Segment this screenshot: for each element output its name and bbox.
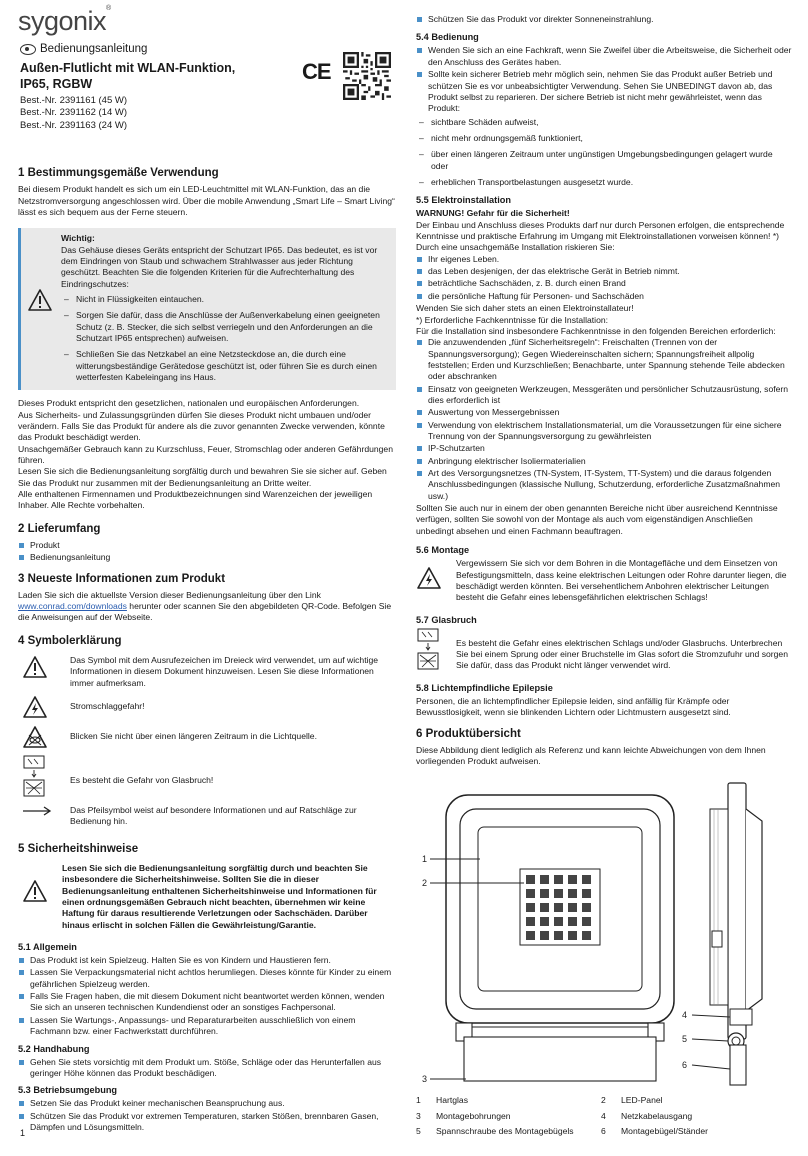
callout-number: 6: [682, 1060, 688, 1071]
warning-text: Das Gehäuse dieses Geräts entspricht der Schutzart IP65. Das bedeutet, es ist vor dem Eindringen von Staub und schwachem Strahlwasser aus jeder Richtung geschützt. Beachten Sie die folgenden Kriterien für die Aufrechterhaltung des Eindringschutzes:: [61, 244, 378, 289]
paragraph: Für die Installation sind insbesondere Fachkenntnisse in den folgenden Bereichen erforderlich:: [416, 325, 776, 336]
section-2-heading: 2 Lieferumfang: [18, 522, 101, 535]
list-item: Bedienungsanleitung: [18, 552, 396, 563]
legend-number: 6: [601, 1126, 606, 1137]
section-5-1-heading: 5.1 Allgemein: [18, 941, 77, 952]
section-5-4-heading: 5.4 Bedienung: [416, 32, 479, 43]
paragraph: Durch eine unsachgemäße Installation riskieren Sie:: [416, 242, 615, 253]
product-diagram: [416, 769, 792, 1087]
safety-intro: [18, 863, 396, 933]
list-item: die persönliche Haftung für Personen- und Sachschäden: [416, 291, 792, 302]
glass-breakage-icon: [416, 628, 442, 672]
section-5-heading: 5 Sicherheitshinweise: [18, 842, 139, 855]
safety-intro-text: Lesen Sie sich die Bedienungsanleitung sorgfältig durch und beachten Sie insbesondere die Sicherheitshinweise. Sollten Sie die in dieser Bedienungsanleitung enthaltenen Sicherheitshinweise und Informationen für einen ordnungsgemäßen Gebrauch nicht beachten, übernehmen wir keine Haftung für daraus resultierende Verletzungen oder Sachschäden. Darüber hinaus erlischt in solchen Fällen die Gewährleistung/Garantie.: [62, 862, 377, 930]
s1-paragraph: Unsachgemäßer Gebrauch kann zu Kurzschluss, Feuer, Stromschlag oder anderen Gefährdungen führen.: [18, 443, 393, 466]
legend-label: Netzkabelausgang: [621, 1110, 693, 1121]
warning-icon: [22, 879, 48, 903]
no-stare-light-icon: [22, 725, 48, 749]
warning-box: [18, 228, 396, 390]
exclamation-triangle-icon: [22, 655, 48, 679]
s1-paragraph: Lesen Sie sich die Bedienungsanleitung sorgfältig durch und bewahren Sie sie sicher auf. Geben Sie das Produkt nur zusammen mit der Bedienungsanleitung an Dritte weiter.: [18, 466, 387, 488]
list-item: Anbringung elektrischer Isoliermaterialien: [416, 456, 792, 467]
list-item: Art des Versorgungsnetzes (TN-System, IT-System, TT-System) und die daraus folgenden Anschlussbedingungen (klassische Nullung, Schutzerdung, erforderliche Zusatzmaßnahmen usw.): [416, 468, 792, 502]
logo: sygonix®: [18, 5, 111, 36]
list-item: – Nicht in Flüssigkeiten eintauchen.: [61, 294, 390, 305]
list-item: Die anzuwendenden „fünf Sicherheitsregeln“: Freischalten (Trennen von der Spannungsversorgung); Gegen Wiedereinschalten sichern; Spannungsfreiheit allpolig feststellen; Erden und Kurzschließen; Benachbarte, unter Spannung stehende Teile abdecken oder abschranken: [416, 337, 792, 382]
s1-paragraph: Dieses Produkt entspricht den gesetzlichen, nationalen und europäischen Anforderungen.: [18, 398, 360, 409]
callout-number: 2: [422, 878, 428, 889]
legend-number: 1: [416, 1095, 421, 1106]
mounting-note: [416, 558, 792, 605]
section-3-heading: 3 Neueste Informationen zum Produkt: [18, 572, 226, 585]
list-item: – über einen längeren Zeitraum unter ungünstigen Umgebungsbedingungen gelagert wurde oder: [416, 149, 792, 172]
list-item: Gehen Sie stets vorsichtig mit dem Produkt um. Stöße, Schläge oder das Herunterfallen aus geringer Höhe können das Produkt beschädigen.: [18, 1057, 396, 1080]
parts-legend: [416, 1095, 792, 1137]
order-number: Best.-Nr. 2391162 (14 W): [20, 107, 128, 119]
list-item: – Schließen Sie das Netzkabel an eine Netzsteckdose an, die durch eine witterungsbeständige Gerätedose geschützt ist, oder führen Sie es durch einen wetterfesten Kabeleingang ins Haus.: [61, 349, 390, 383]
list-item: – sichtbare Schäden aufweist,: [416, 117, 792, 128]
paragraph: Es besteht die Gefahr eines elektrischen Schlags und/oder Glasbruchs. Unterbrechen Sie bei einem Sprung oder einer Bruchstelle im Glas sofort die Stromzufuhr und sorgen Sie dafür, dass das Produkt nicht länger verwendet wird.: [456, 637, 788, 671]
left-column: [18, 0, 396, 1136]
s1-paragraph: Alle enthaltenen Firmennamen und Produktbezeichnungen sind Warenzeichen der jeweiligen Inhaber. Alle Rechte vorbehalten.: [18, 489, 373, 511]
legend-label: Montagebügel/Ständer: [621, 1126, 708, 1137]
electric-shock-icon: [416, 566, 442, 590]
list-item: Setzen Sie das Produkt keiner mechanischen Beanspruchung aus.: [18, 1098, 396, 1109]
list-item: Das Produkt ist kein Spielzeug. Halten Sie es von Kindern und Haustieren fern.: [18, 955, 396, 966]
glass-note: [416, 628, 792, 674]
list-item: Lassen Sie Verpackungsmaterial nicht achtlos herumliegen. Dieses könnte für Kinder zu einem gefährlichen Spielzeug werden.: [18, 967, 396, 990]
arrow-right-icon: [22, 805, 52, 817]
page-number: 1: [20, 1128, 26, 1138]
list-item: das Leben desjenigen, der das elektrische Gerät in Betrieb nimmt.: [416, 266, 792, 277]
right-column: [416, 14, 792, 1137]
list-item: Schützen Sie das Produkt vor direkter Sonneneinstrahlung.: [416, 14, 792, 25]
callout-number: 5: [682, 1034, 688, 1045]
downloads-link[interactable]: www.conrad.com/downloads: [18, 601, 127, 612]
glass-breakage-icon: [22, 755, 48, 799]
callout-number: 3: [422, 1074, 428, 1085]
symbol-description: Stromschlaggefahr!: [70, 701, 145, 712]
list-item: Wenden Sie sich an eine Fachkraft, wenn Sie Zweifel über die Arbeitsweise, die Sicherheit oder den Anschluss des Gerätes haben.: [416, 45, 792, 68]
paragraph: *) Erforderliche Fachkenntnisse für die Installation:: [416, 314, 609, 325]
list-item: Einsatz von geeigneten Werkzeugen, Messgeräten und persönlicher Schutzausrüstung, sofern dies erforderlich ist: [416, 384, 792, 407]
section-5-5-heading: 5.5 Elektroinstallation: [416, 195, 511, 206]
list-item: – Sorgen Sie dafür, dass die Anschlüsse der Außenverkabelung einen geeigneten Schutz (z. B. Stecker, die sich selbst verriegeln und den Anforderungen an die Schutzart IP65 entsprechen) aufweisen.: [61, 310, 390, 344]
legend-label: Montagebohrungen: [436, 1110, 511, 1121]
warning-icon: [27, 288, 53, 312]
paragraph: Personen, die an lichtempfindlicher Epilepsie leiden, sind anfällig für Krämpfe oder Bewusstlosigkeit, wenn sie blinkenden Lichtern oder Lichtmustern ausgesetzt sind.: [416, 695, 731, 718]
paragraph: Der Einbau und Anschluss dieses Produkts darf nur durch Personen erfolgen, die entsprechende Kenntnisse und praktische Erfahrung im Umgang mit Elektroinstallationen vorweisen können! *): [416, 219, 785, 242]
callout-number: 1: [422, 854, 428, 865]
order-number: Best.-Nr. 2391163 (24 W): [20, 119, 128, 131]
s1-intro: Bei diesem Produkt handelt es sich um ein LED-Leuchtmittel mit WLAN-Funktion, das an die Netzstromversorgung angeschlossen wird. Über die mobile Anwendung „Smart Life – Smart Living“ lässt es sich bequem aus der Ferne steuern.: [18, 184, 395, 217]
list-item: beträchtliche Sachschäden, z. B. durch einen Brand: [416, 278, 792, 289]
list-item: Auswertung von Messergebnissen: [416, 407, 792, 418]
section-6-heading: 6 Produktübersicht: [416, 727, 521, 740]
symbol-row: [22, 755, 396, 799]
symbol-description: Es besteht die Gefahr von Glasbruch!: [70, 775, 214, 786]
section-1-heading: 1 Bestimmungsgemäße Verwendung: [18, 167, 219, 179]
symbol-description: Das Symbol mit dem Ausrufezeichen im Dreieck wird verwendet, um auf wichtige Informationen in diesem Dokument hinzuweisen. Lesen Sie diese Informationen immer aufmerksam.: [70, 655, 379, 688]
legend-number: 3: [416, 1110, 421, 1121]
section-5-3-heading: 5.3 Betriebsumgebung: [18, 1085, 118, 1096]
qr-code-image[interactable]: [343, 52, 391, 100]
section-5-7-heading: 5.7 Glasbruch: [416, 614, 477, 625]
paragraph: Diese Abbildung dient lediglich als Referenz und kann leichte Abweichungen von dem Ihnen vorliegenden Produkt aufweisen.: [416, 744, 766, 767]
legend-label: Hartglas: [436, 1095, 468, 1106]
symbol-row: [22, 805, 396, 828]
legend-label: LED-Panel: [621, 1095, 663, 1106]
product-title: Außen-Flutlicht mit WLAN-Funktion, IP65, RGBW: [20, 61, 236, 92]
eye-icon: [20, 44, 36, 55]
callout-number: 4: [682, 1010, 688, 1021]
order-number: Best.-Nr. 2391161 (45 W): [20, 95, 128, 106]
doc-type: Bedienungsanleitung: [20, 42, 147, 57]
electric-shock-icon: [22, 695, 48, 719]
warning-label: WARNUNG! Gefahr für die Sicherheit!: [416, 208, 570, 219]
section-5-8-heading: 5.8 Lichtempfindliche Epilepsie: [416, 682, 553, 693]
legend-number: 4: [601, 1110, 606, 1121]
s1-paragraph: Aus Sicherheits- und Zulassungsgründen dürfen Sie dieses Produkt nicht umbauen und/oder verändern. Falls Sie das Produkt für andere als die zuvor genannten Zwecke verwenden, könnte das Produkt beschädigt werden.: [18, 409, 385, 443]
header: [18, 0, 396, 131]
order-numbers: [20, 95, 127, 132]
list-item: – nicht mehr ordnungsgemäß funktioniert,: [416, 133, 792, 144]
paragraph: Vergewissern Sie sich vor dem Bohren in die Montagefläche und dem Einsetzen von Befestigungsmitteln, dass keine elektrischen Leitungen oder Rohre darunter liegen, die beschädigt werden könnten. Bei versehentlichem Anbohren elektrischer Leitungen besteht die Gefahr eines lebensgefährlichen elektrischen Schlags!: [456, 558, 787, 603]
symbol-description: Blicken Sie nicht über einen längeren Zeitraum in die Lichtquelle.: [70, 731, 317, 742]
list-item: Produkt: [18, 540, 396, 551]
list-item: Sollte kein sicherer Betrieb mehr möglich sein, nehmen Sie das Produkt außer Betrieb und schützen Sie es vor unbeabsichtigter Verwendung. Sehen Sie UNBEDINGT davon ab, das Produkt selbst zu reparieren. Der sichere Betrieb ist nicht mehr gewährleistet, wenn das Produkt:: [416, 69, 792, 114]
symbol-row: [22, 695, 396, 719]
symbol-row: [22, 725, 396, 749]
ce-mark: CE: [302, 59, 331, 84]
section-5-2-heading: 5.2 Handhabung: [18, 1043, 90, 1054]
legend-label: Spannschraube des Montagebügels: [436, 1126, 574, 1137]
legend-number: 2: [601, 1095, 606, 1106]
section-5-6-heading: 5.6 Montage: [416, 545, 470, 556]
paragraph: Sollten Sie auch nur in einem der oben genannten Bereiche nicht über ausreichend Kenntnisse verfügen, sollten Sie sowohl von der Montage als auch vom eigenständigen Anschließen unbedingt absehen und einen Fachmann beauftragen.: [416, 503, 778, 536]
warning-title: Wichtig:: [61, 233, 95, 244]
symbol-row: [22, 655, 396, 689]
list-item: Lassen Sie Wartungs-, Anpassungs- und Reparaturarbeiten ausschließlich von einem Fachmann bzw. einer Fachwerkstatt durchführen.: [18, 1015, 396, 1038]
section-4-heading: 4 Symbolerklärung: [18, 634, 122, 647]
list-item: – erheblichen Transportbelastungen ausgesetzt wurde.: [416, 177, 792, 188]
legend-number: 5: [416, 1126, 421, 1137]
paragraph: Wenden Sie sich daher stets an einen Elektroinstallateur!: [416, 303, 634, 314]
list-item: Verwendung von elektrischem Installationsmaterial, um die Voraussetzungen für eine sichere Trennung von der Spannungsversorgung zu gewährleisten: [416, 420, 792, 443]
list-item: Schützen Sie das Produkt vor extremen Temperaturen, starken Stößen, brennbaren Gasen, Dämpfen und Lösungsmitteln.: [18, 1111, 396, 1134]
list-item: Ihr eigenes Leben.: [416, 254, 792, 265]
s3-text: Laden Sie sich die aktuellste Version dieser Bedienungsanleitung über den Link www.conrad.com/downloads herunter oder scannen Sie den abgebildeten QR-Code. Befolgen Sie die Anweisungen auf der Webseite.: [18, 589, 392, 623]
list-item: IP-Schutzarten: [416, 443, 792, 454]
symbol-description: Das Pfeilsymbol weist auf besondere Informationen und auf Ratschläge zur Bedienung hin.: [70, 805, 357, 827]
list-item: Falls Sie Fragen haben, die mit diesem Dokument nicht beantwortet werden können, wenden Sie sich an unseren technischen Kundendienst oder an sonstiges Fachpersonal.: [18, 991, 396, 1014]
